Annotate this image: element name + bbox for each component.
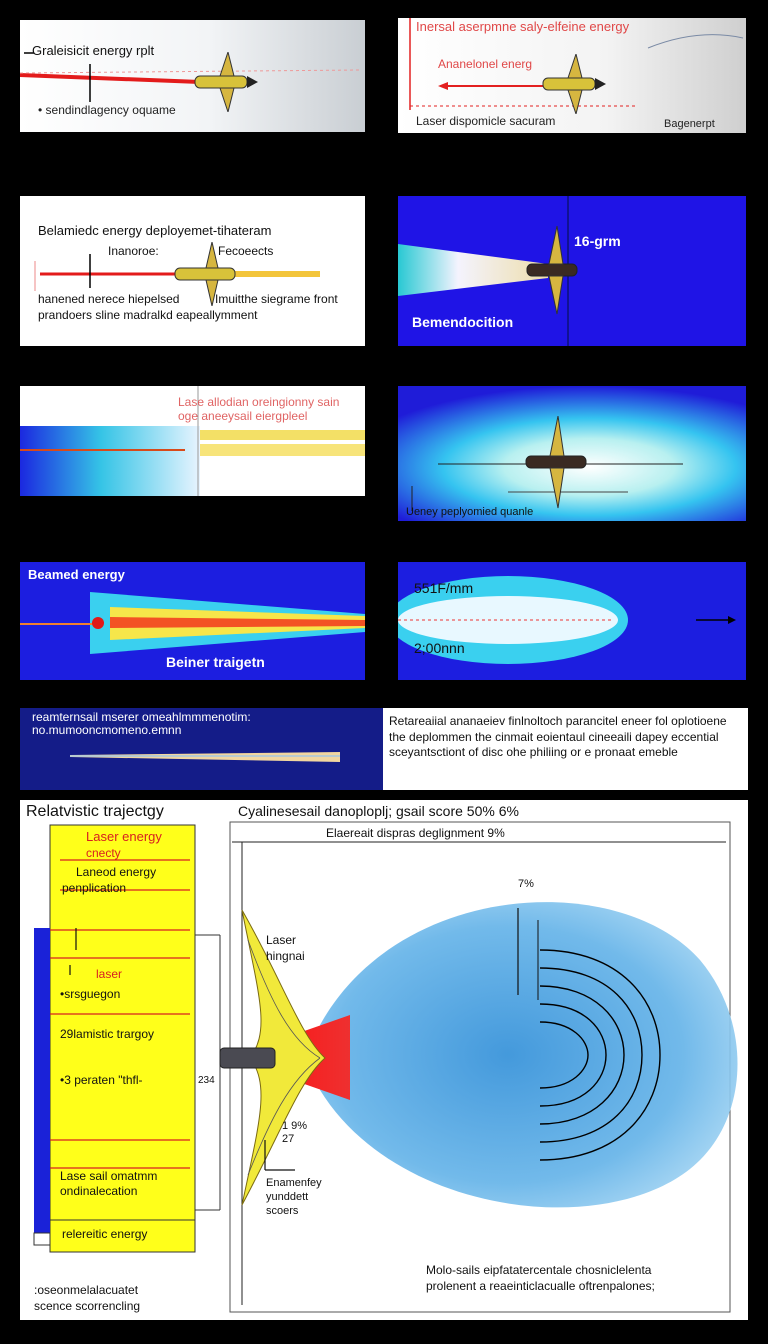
main-title: Relatvistic trajectgy: [26, 803, 164, 820]
laser-label-1: Laser: [266, 933, 297, 947]
panel-energy-graph: [20, 20, 365, 132]
deployment-label-b: Fecoeects: [218, 244, 274, 258]
side-number: 234: [198, 1075, 215, 1086]
spacecraft-icon: [190, 52, 260, 112]
lower-label-3: scoers: [266, 1205, 299, 1217]
laser-dispersion-sub: Ananelonel energ: [438, 57, 533, 71]
laser-label-2: hingnai: [266, 949, 305, 963]
spacecraft-icon: [538, 54, 608, 114]
left-item-2: Laneod energy: [76, 865, 157, 879]
left-item-5: •srsguegon: [60, 987, 121, 1001]
percent-a: 1 9%: [282, 1120, 308, 1132]
sail-alignment-line-2: oge aneeysail eiergpleel: [178, 409, 308, 423]
panel-energy-deployment: [398, 386, 746, 521]
sail-measurement-title-2: no.mumooncmomeno.emnn: [32, 723, 182, 737]
plume-percent-top: 7%: [518, 878, 534, 890]
bottom-left-1: :oseonmelalacuatet: [34, 1283, 139, 1297]
laser-dispersion-title: Inersal aserpmne saly-elfeine energy: [416, 19, 630, 34]
deployment-line-3: prandoers sline madralkd eapeallymment: [38, 308, 258, 322]
footer-2: prolenent a reaeinticlacualle oftrenpalones;: [426, 1279, 655, 1293]
spacecraft-icon: [170, 242, 250, 306]
sail-measurement-title-1: reamternsail mserer omeahlmmmenotim:: [32, 710, 251, 724]
left-item-4: laser: [96, 967, 123, 981]
energy-graph-title: Graleisicit energy rplt: [32, 43, 155, 58]
left-item-0: Laser energy: [86, 829, 162, 844]
deployment-line-1: hanened nerece hiepelsed: [38, 292, 180, 306]
left-item-8: Lase sail omatmm: [60, 1169, 158, 1183]
panel-beamed-energy: [20, 562, 365, 680]
lower-label-2: yunddett: [266, 1191, 309, 1203]
beamed-energy-caption: Beiner traigetn: [166, 654, 265, 670]
panel-laser-dispersion: [398, 18, 746, 133]
left-item-10: relereitic energy: [62, 1227, 148, 1241]
panel-beam-deposition: [398, 196, 746, 346]
sail-alignment-line-1: Lase allodian oreingionny sain: [178, 395, 340, 409]
description-text: Retareaiial ananaeiev finlnoltoch parancitel eneer fol oplotioene the deplommen the cinmait eoientaul cineeaili dapey eccential sceyantsctiont of disc ohe philiing or e pronaat emeble: [389, 714, 727, 760]
energy-deployment-caption: Ueney peplyomied quanle: [406, 506, 534, 518]
beam-deposition-caption: Bemendocition: [412, 314, 514, 330]
left-item-1: cnecty: [86, 846, 121, 860]
main-subtitle: Cyalinesesail danoploplj; gsail score 50% 6%: [238, 803, 519, 819]
deployment-line-2: Imuitthe siegrame front: [215, 292, 338, 306]
deployment-label-a: Inanoroe:: [108, 244, 159, 258]
footer-1: Molo-sails eipfatatercentale chosniclelenta: [426, 1263, 652, 1277]
left-item-3: penplication: [62, 881, 127, 895]
energy-graph-caption: • sendindlagency oquame: [38, 103, 176, 117]
left-item-6: 29lamistic trargoy: [60, 1027, 155, 1041]
panel-beam-profile: [398, 562, 746, 680]
lower-label-1: Enamenfey: [266, 1177, 322, 1189]
main-header: Elaereait dispras deglignment 9%: [326, 826, 505, 840]
beamed-energy-title: Beamed energy: [28, 567, 125, 582]
beam-profile-bottom: 2;00nnn: [414, 640, 465, 656]
left-item-9: ondinalecation: [60, 1184, 138, 1198]
left-item-7: •3 peraten "thfl-: [60, 1073, 143, 1087]
laser-dispersion-side: Bagenerpt: [664, 118, 715, 130]
bottom-left-2: scence scorrencling: [34, 1299, 141, 1313]
spacecraft-icon: [524, 416, 594, 511]
panel-deployment-program: [20, 196, 365, 346]
beam-deposition-measure: 16-grm: [574, 233, 621, 249]
percent-b: 27: [282, 1133, 295, 1145]
deployment-title: Belamiedc energy deployemet-tihateram: [38, 223, 272, 238]
beam-profile-top: 551F/mm: [414, 580, 474, 596]
panel-sail-measurement: [20, 708, 383, 790]
panel-description: [383, 708, 748, 790]
main-diagram: [20, 800, 748, 1320]
panel-sail-alignment: [20, 386, 365, 496]
laser-dispersion-caption: Laser dispomicle sacuram: [416, 114, 556, 128]
spacecraft-icon: [523, 226, 583, 316]
